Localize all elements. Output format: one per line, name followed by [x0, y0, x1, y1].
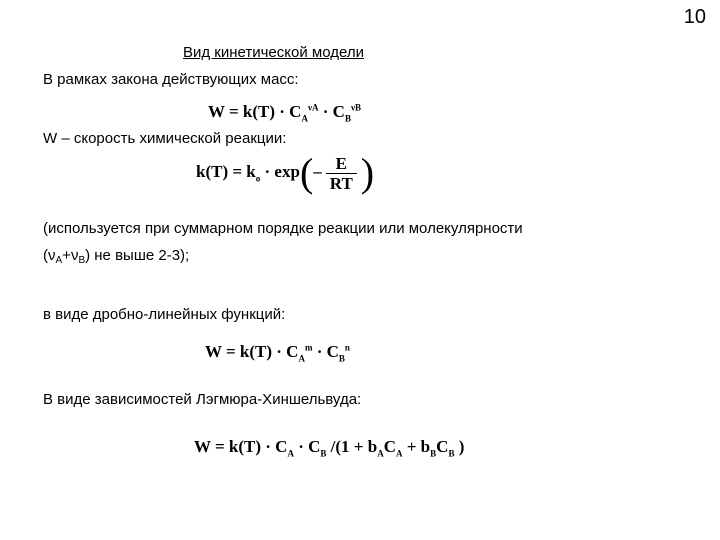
page-title: Вид кинетической модели [183, 44, 364, 61]
formula-langmuir-hinshelwood: $W = k(T) \cdot C_A \cdot C_B$ $/(1 + b_AC_A + b_BC_B$ ) [194, 437, 465, 459]
text-order-limit: $(\nu_A+\nu_B)$ не выше 2-3); [43, 247, 190, 266]
text-langmuir-hinshelwood: В виде зависимостей Лэгмюра-Хиншельвуда: [43, 391, 362, 408]
fraction-e-over-rt: $\frac{E}{RT}$ [326, 154, 357, 193]
formula-arrhenius: $k(T) = k_o \cdot \exp(-$ $\frac{E}{RT}$ ) [196, 150, 375, 195]
formula-rate-mass-action: $W = k(T) \cdot C_A^{\nu A} \cdot C_B^{\nu B}$ [208, 102, 361, 124]
text-fractional-linear: в виде дробно-линейных функций: [43, 306, 286, 323]
formula-rate-fractional: $W = k(T) \cdot C_A^m \cdot C_B^n$ [205, 342, 350, 364]
text-reaction-rate: W – скорость химической реакции: [43, 130, 287, 147]
page-number: 10 [683, 6, 706, 28]
text-usage-note: (используется при суммарном порядке реакции или молекулярности [43, 220, 523, 237]
text-mass-action-law: В рамках закона действующих масс: [43, 71, 299, 88]
